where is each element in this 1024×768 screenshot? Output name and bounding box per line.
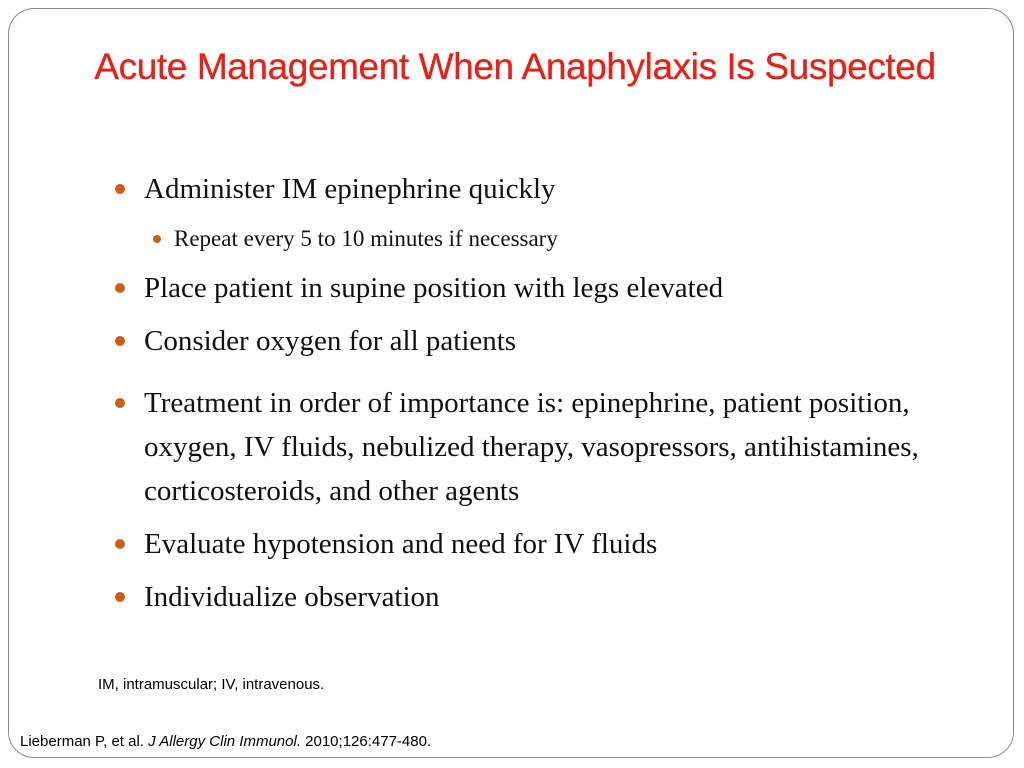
bullet-text: Consider oxygen for all patients <box>144 325 517 357</box>
bullet-text: Repeat every 5 to 10 minutes if necessary <box>174 226 558 251</box>
bullet-text: Treatment in order of importance is: epinephrine, patient position, oxygen, IV fluids, nebulized therapy, vasopressors, antihistamines, corticosteroids, and other agents <box>144 387 919 507</box>
citation-journal: J Allergy Clin Immunol. <box>148 733 301 750</box>
bullet-item <box>144 575 964 619</box>
reference-citation <box>20 733 431 750</box>
bullet-dot-icon <box>115 336 125 346</box>
bullet-text: Administer IM epinephrine quickly <box>144 173 556 205</box>
bullet-item <box>144 522 964 566</box>
bullet-text: Individualize observation <box>144 581 440 613</box>
bullet-item <box>144 266 964 310</box>
bullet-dot-icon <box>115 184 125 194</box>
bullet-item <box>144 319 964 363</box>
bullet-item <box>144 167 964 211</box>
bullet-text: Place patient in supine position with legs elevated <box>144 272 724 304</box>
bullet-dot-icon <box>115 398 125 408</box>
slide-title: Acute Management When Anaphylaxis Is Suspected <box>94 46 936 87</box>
bullet-item <box>144 381 964 513</box>
abbreviation-footnote: IM, intramuscular; IV, intravenous. <box>98 676 325 693</box>
bullet-dot-icon <box>153 235 161 243</box>
bullet-text: Evaluate hypotension and need for IV fluids <box>144 528 658 560</box>
citation-details: 2010;126:477-480. <box>305 733 432 750</box>
bullet-dot-icon <box>115 283 125 293</box>
bullet-dot-icon <box>115 539 125 549</box>
sub-bullet-item <box>174 224 954 254</box>
bullet-dot-icon <box>115 592 125 602</box>
citation-authors: Lieberman P, et al. <box>20 733 144 750</box>
